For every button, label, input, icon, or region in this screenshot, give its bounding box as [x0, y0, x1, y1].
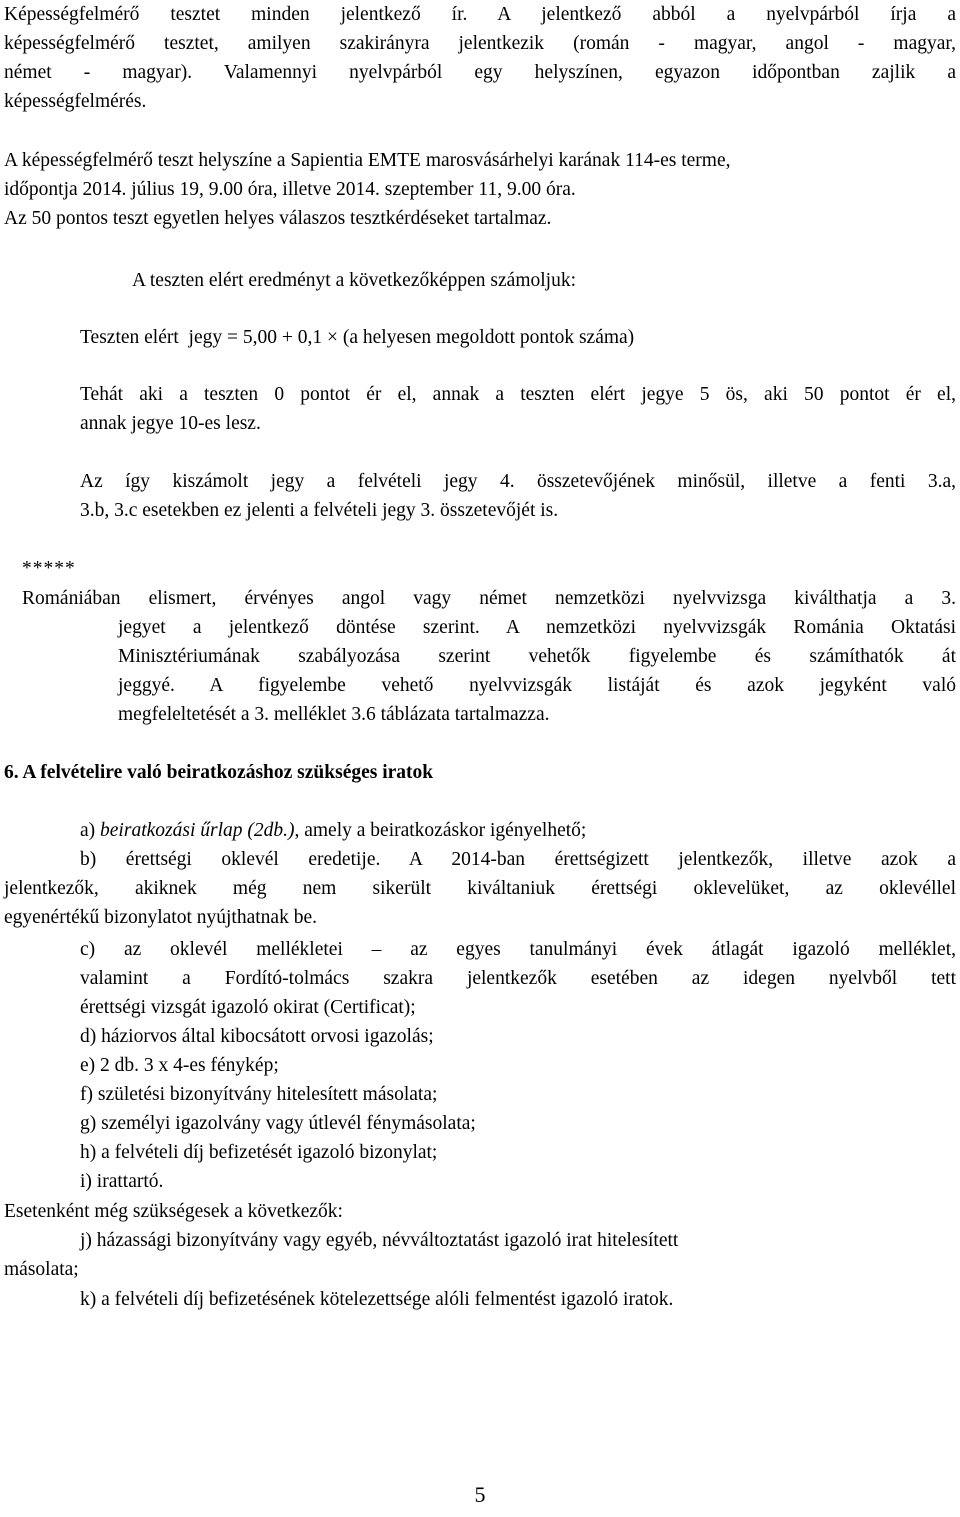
list-items-d-to-i	[80, 1022, 956, 1196]
text-line: időpontja 2014. július 19, 9.00 óra, illetve 2014. szeptember 11, 9.00 óra.	[4, 179, 576, 200]
grade-formula: Teszten elért jegy = 5,00 + 0,1 × (a helyesen megoldott pontok száma)	[80, 327, 635, 348]
text-line: Az 50 pontos teszt egyetlen helyes válaszos tesztkérdéseket tartalmaz.	[4, 208, 552, 229]
list-item: e) 2 db. 3 x 4-es fénykép;	[80, 1055, 279, 1076]
text-line: megfeleltetését a 3. melléklet 3.6 táblázata tartalmazza.	[118, 704, 550, 725]
text-line: egyenértékű bizonylatot nyújthatnak be.	[4, 907, 317, 928]
separator-stars: *****	[22, 558, 76, 579]
extra-docs-heading: Esetenként még szükségesek a következők:	[4, 1201, 343, 1222]
text-line: Az így kiszámolt jegy a felvételi jegy 4. összetevőjének minősül, illetve a fenti 3.a,	[80, 471, 956, 492]
list-item: g) személyi igazolvány vagy útlevél fénymásolata;	[80, 1113, 476, 1134]
list-item: h) a felvételi díj befizetését igazoló bizonylat;	[80, 1142, 438, 1163]
item-text: , amely a beiratkozáskor igényelhető;	[294, 820, 587, 841]
formula-component	[80, 467, 956, 525]
list-item-k: k) a felvételi díj befizetésének kötelezettsége alóli felmentést igazoló iratok.	[80, 1289, 674, 1310]
text-line: valamint a Fordító-tolmács szakra jelentkezők esetében az idegen nyelvből tett	[80, 968, 956, 989]
text-line: Tehát aki a teszten 0 pontot ér el, annak a teszten elért jegye 5 ös, aki 50 pontot ér el,	[80, 384, 956, 405]
list-item: i) irattartó.	[80, 1171, 164, 1192]
language-exam-paragraph	[22, 584, 956, 729]
text-line: 3.b, 3.c esetekben ez jelenti a felvételi jegy 3. összetevőjét is.	[80, 500, 559, 521]
venue-paragraph	[4, 146, 956, 233]
section-heading: 6. A felvételire való beiratkozáshoz szükséges iratok	[4, 762, 434, 783]
text-line: másolata;	[4, 1259, 79, 1280]
text-line: c) az oklevél mellékletei – az egyes tanulmányi évek átlagát igazoló melléklet,	[80, 939, 956, 960]
text-line: jeggyé. A figyelembe vehető nyelvvizsgák listáját és azok jegyként való	[118, 675, 956, 696]
list-item-b	[4, 845, 956, 932]
text-line: Képességfelmérő tesztet minden jelentkező ír. A jelentkező abból a nyelvpárból írja a	[4, 4, 956, 25]
list-item-c	[80, 935, 956, 1022]
list-item: f) születési bizonyítvány hitelesített másolata;	[80, 1084, 438, 1105]
formula-explanation	[80, 380, 956, 438]
text-line: A képességfelmérő teszt helyszíne a Sapientia EMTE marosvásárhelyi karának 114-es terme,	[4, 150, 731, 171]
intro-paragraph	[4, 0, 956, 116]
text-line: német - magyar). Valamennyi nyelvpárból egy helyszínen, egyazon időpontban zajlik a	[4, 62, 956, 83]
text-line: jegyet a jelentkező döntése szerint. A nemzetközi nyelvvizsgák Románia Oktatási	[118, 617, 956, 638]
list-item-a	[80, 816, 586, 845]
text-line: Romániában elismert, érvényes angol vagy német nemzetközi nyelvvizsga kiválthatja a 3.	[22, 588, 956, 609]
item-prefix: a)	[80, 820, 101, 841]
item-italic-text: beiratkozási űrlap (2db.)	[100, 820, 295, 841]
text-line: annak jegye 10-es lesz.	[80, 413, 261, 434]
list-item-j	[4, 1226, 956, 1284]
formula-intro: A teszten elért eredményt a következőképpen számoljuk:	[132, 270, 576, 291]
list-item: d) háziorvos által kibocsátott orvosi igazolás;	[80, 1026, 434, 1047]
text-line: érettségi vizsgát igazoló okirat (Certificat);	[80, 997, 416, 1018]
text-line: Minisztériumának szabályozása szerint vehetők figyelembe és számíthatók át	[118, 646, 956, 667]
text-line: képességfelmérő tesztet, amilyen szakirányra jelentkezik (román - magyar, angol - magyar,	[4, 33, 956, 54]
page-number: 5	[474, 1482, 486, 1507]
text-line: jelentkezők, akiknek még nem sikerült kiváltaniuk érettségi oklevelüket, az oklevéllel	[4, 878, 956, 899]
text-line: j) házassági bizonyítvány vagy egyéb, névváltoztatást igazoló irat hitelesített	[80, 1230, 679, 1251]
text-line: b) érettségi oklevél eredetije. A 2014-ban érettségizett jelentkezők, illetve azok a	[80, 849, 956, 870]
text-line: képességfelmérés.	[4, 91, 147, 112]
